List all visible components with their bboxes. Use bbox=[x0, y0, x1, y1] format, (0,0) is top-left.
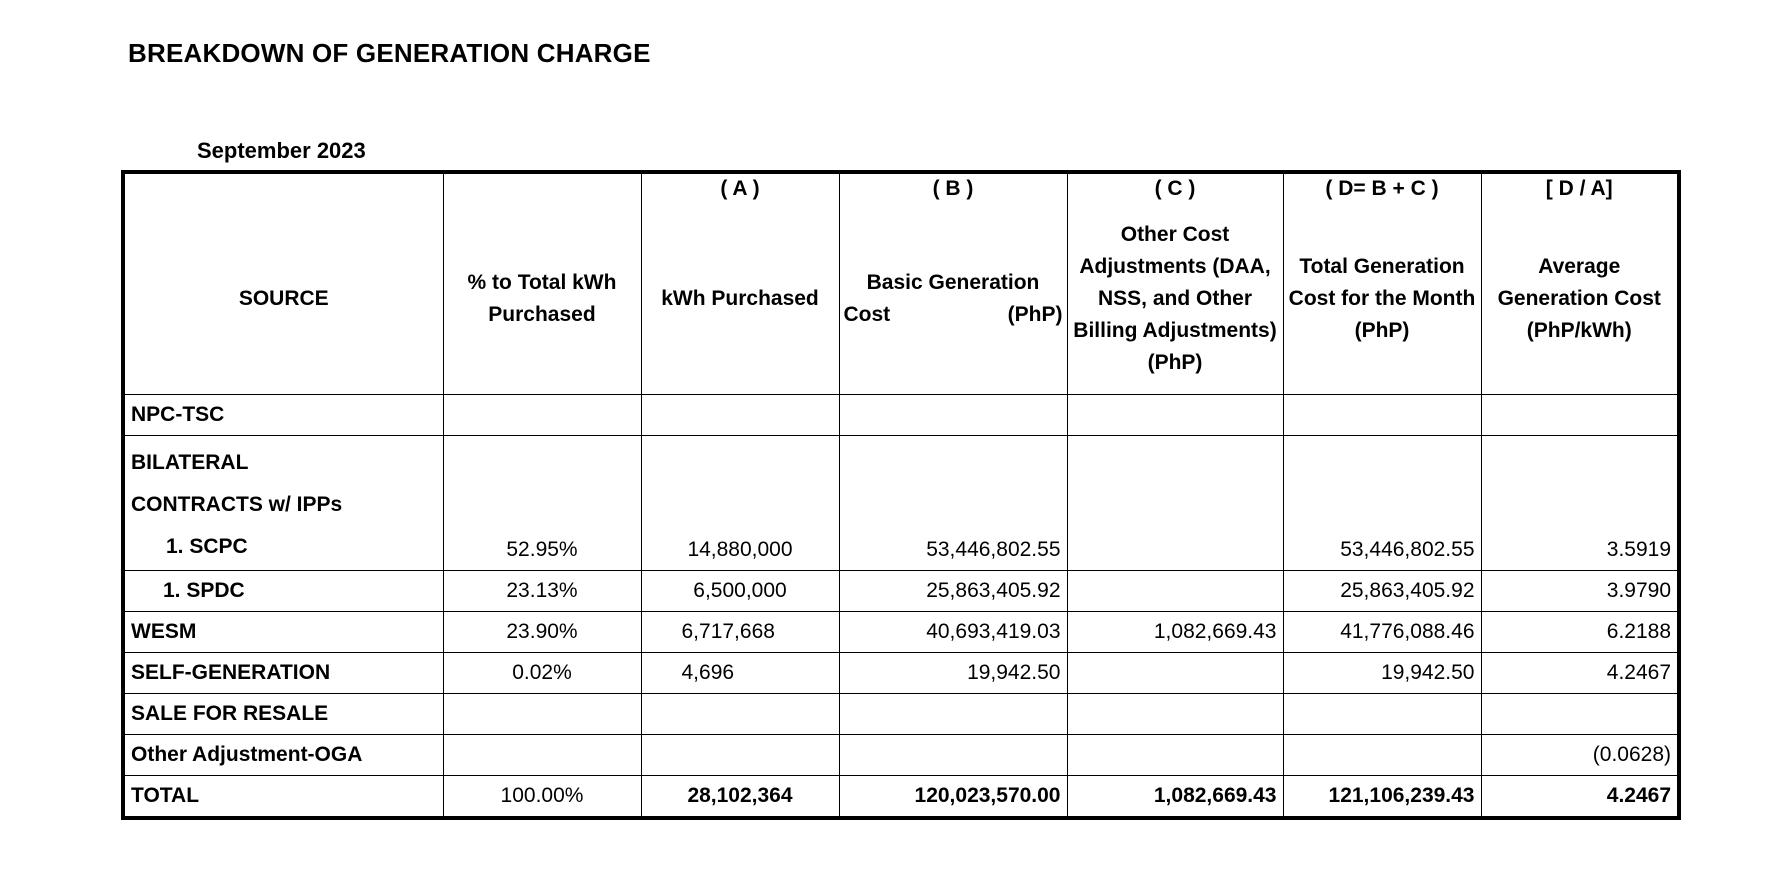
header-percent: % to Total kWh Purchased bbox=[443, 172, 641, 395]
cell-kwh: 6,500,000 bbox=[641, 571, 839, 612]
cell-kwh: 4,696 bbox=[641, 653, 839, 694]
header-row bbox=[123, 172, 1679, 395]
row-source: WESM bbox=[123, 612, 443, 653]
document-title: BREAKDOWN OF GENERATION CHARGE bbox=[128, 38, 651, 68]
cell-percent: 0.02% bbox=[443, 653, 641, 694]
cell-average-cost: 4.2467 bbox=[1481, 653, 1679, 694]
table-row bbox=[123, 694, 1679, 735]
table-row bbox=[123, 653, 1679, 694]
cell-total-cost: 19,942.50 bbox=[1283, 653, 1481, 694]
header-other-cost: ( C ) Other Cost Adjustments (DAA, NSS, and Other Billing Adjustments) (PhP) bbox=[1067, 172, 1283, 395]
cell-basic-cost: 120,023,570.00 bbox=[839, 776, 1067, 819]
header-source: SOURCE bbox=[123, 172, 443, 395]
cell-total-cost: 121,106,239.43 bbox=[1283, 776, 1481, 819]
header-kwh: ( A ) kWh Purchased bbox=[641, 172, 839, 395]
cell-basic-cost: 40,693,419.03 bbox=[839, 612, 1067, 653]
cell-average-cost: (0.0628) bbox=[1481, 735, 1679, 776]
cell-total-cost: 53,446,802.55 bbox=[1283, 436, 1481, 571]
cell-average-cost: 3.5919 bbox=[1481, 436, 1679, 571]
row-source: 1. SPDC bbox=[123, 571, 443, 612]
cell-kwh: 14,880,000 bbox=[641, 436, 839, 571]
cell-other-cost: 1,082,669.43 bbox=[1067, 612, 1283, 653]
row-source: Other Adjustment-OGA bbox=[123, 735, 443, 776]
cell-basic-cost: 25,863,405.92 bbox=[839, 571, 1067, 612]
cell-kwh: 6,717,668 bbox=[641, 612, 839, 653]
cell-other-cost bbox=[1067, 653, 1283, 694]
header-basic-cost: ( B ) Basic Generation Cost (PhP) bbox=[839, 172, 1067, 395]
cell-percent: 23.90% bbox=[443, 612, 641, 653]
cell-other-cost bbox=[1067, 571, 1283, 612]
cell-other-cost: 1,082,669.43 bbox=[1067, 776, 1283, 819]
table-row bbox=[123, 571, 1679, 612]
row-source: SALE FOR RESALE bbox=[123, 694, 443, 735]
cell-basic-cost: 19,942.50 bbox=[839, 653, 1067, 694]
period-label: September 2023 bbox=[197, 138, 366, 163]
cell-other-cost bbox=[1067, 436, 1283, 571]
cell-total-cost: 41,776,088.46 bbox=[1283, 612, 1481, 653]
cell-average-cost: 6.2188 bbox=[1481, 612, 1679, 653]
table-row bbox=[123, 735, 1679, 776]
table-row bbox=[123, 436, 1679, 571]
table-row bbox=[123, 395, 1679, 436]
row-source: NPC-TSC bbox=[123, 395, 443, 436]
cell-percent: 52.95% bbox=[443, 436, 641, 571]
cell-basic-cost: 53,446,802.55 bbox=[839, 436, 1067, 571]
row-source: SELF-GENERATION bbox=[123, 653, 443, 694]
table-row bbox=[123, 612, 1679, 653]
total-row bbox=[123, 776, 1679, 819]
row-source: TOTAL bbox=[123, 776, 443, 819]
generation-charge-table bbox=[121, 170, 1681, 820]
header-total-cost: ( D= B + C ) Total Generation Cost for the Month (PhP) bbox=[1283, 172, 1481, 395]
header-average-cost: [ D / A] Average Generation Cost (PhP/kWh) bbox=[1481, 172, 1679, 395]
cell-percent: 100.00% bbox=[443, 776, 641, 819]
cell-average-cost: 4.2467 bbox=[1481, 776, 1679, 819]
cell-percent: 23.13% bbox=[443, 571, 641, 612]
cell-average-cost: 3.9790 bbox=[1481, 571, 1679, 612]
row-source: BILATERAL CONTRACTS w/ IPPs 1. SCPC bbox=[123, 436, 443, 571]
cell-total-cost: 25,863,405.92 bbox=[1283, 571, 1481, 612]
cell-kwh: 28,102,364 bbox=[641, 776, 839, 819]
